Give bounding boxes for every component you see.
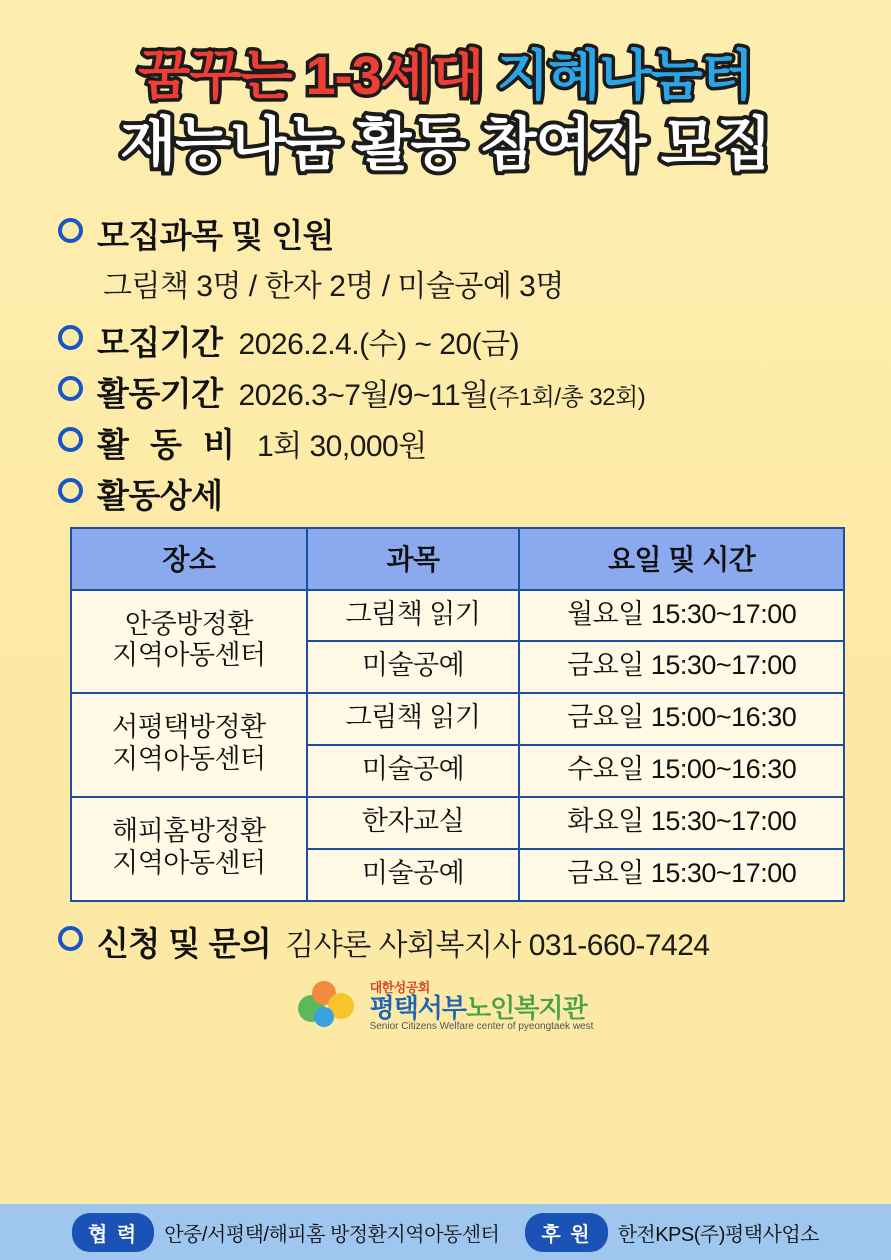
cell-subject: 미술공예 [307, 641, 520, 693]
fee-label: 활 동 비 [97, 425, 241, 463]
bullet-icon [58, 427, 83, 452]
info-list [0, 210, 891, 517]
organization-logo [0, 981, 891, 1033]
cell-place: 해피홈방정환 지역아동센터 [71, 797, 307, 901]
partner-pill: 협 력 [72, 1213, 154, 1252]
info-row-fee [58, 419, 845, 466]
poster-title-line-2: 재능나눔 활동 참여자 모집 [120, 111, 771, 177]
schedule-table [70, 527, 845, 902]
flower-logo-icon [298, 981, 360, 1033]
info-row-activity [58, 368, 845, 415]
header-time: 요일 및 시간 [519, 528, 844, 590]
logo-main-green: 노인복지관 [466, 992, 587, 1023]
fee-value: 1회 30,000원 [256, 429, 427, 463]
detail-label: 활동상세 [97, 476, 223, 514]
bullet-icon [58, 376, 83, 401]
table-row [71, 797, 844, 849]
logo-main-blue: 평택서부 [369, 992, 467, 1023]
logo-top-text: 대한성공회 [369, 980, 430, 996]
contact-value: 김샤론 사회복지사 031-660-7424 [285, 928, 710, 962]
period-value: 2026.2.4.(수) ~ 20(금) [238, 327, 520, 361]
cell-time: 월요일 15:30~17:00 [519, 590, 844, 642]
bullet-icon [58, 218, 83, 243]
partner-text: 안중/서평택/해피홈 방정환지역아동센터 [164, 1223, 500, 1246]
info-row-detail [58, 470, 845, 517]
bullet-icon [58, 325, 83, 350]
cell-subject: 한자교실 [307, 797, 520, 849]
activity-value-note: (주1회/총 32회) [488, 383, 646, 411]
activity-value [239, 370, 646, 414]
sponsor-pill: 후 원 [525, 1213, 607, 1252]
activity-value-main: 2026.3~7월/9~11월 [238, 378, 489, 412]
sponsor-text: 한전KPS(주)평택사업소 [617, 1223, 819, 1246]
contact-row [0, 902, 891, 965]
cell-place: 안중방정환 지역아동센터 [71, 590, 307, 694]
table-row [71, 590, 844, 642]
schedule-table-wrapper [70, 527, 845, 902]
footer-bar [0, 1204, 891, 1260]
info-row-period [58, 317, 845, 364]
cell-subject: 그림책 읽기 [307, 590, 520, 642]
cell-subject: 그림책 읽기 [307, 693, 520, 745]
title-block [0, 0, 891, 176]
cell-time: 금요일 15:30~17:00 [519, 849, 844, 901]
info-row-subject [58, 210, 845, 257]
logo-text-block [370, 981, 594, 1032]
subject-label: 모집과목 및 인원 [97, 216, 334, 254]
title-part-blue: 지혜나눔터 [497, 46, 753, 106]
bullet-icon [58, 478, 83, 503]
logo-sub-text: Senior Citizens Welfare center of pyeongtaek west [369, 1020, 594, 1032]
cell-subject: 미술공예 [307, 849, 520, 901]
header-place: 장소 [71, 528, 307, 590]
schedule-table-body [71, 590, 844, 901]
period-label: 모집기간 [97, 323, 223, 361]
header-subject: 과목 [307, 528, 520, 590]
cell-subject: 미술공예 [307, 745, 520, 797]
bullet-icon [58, 926, 83, 951]
poster-title-line-1 [0, 48, 891, 105]
cell-time: 금요일 15:30~17:00 [519, 641, 844, 693]
activity-label: 활동기간 [97, 374, 223, 412]
cell-place: 서평택방정환 지역아동센터 [71, 693, 307, 797]
table-row [71, 693, 844, 745]
cell-time: 수요일 15:00~16:30 [519, 745, 844, 797]
cell-time: 화요일 15:30~17:00 [519, 797, 844, 849]
petal-blue-icon [314, 1007, 334, 1027]
title-part-red: 꿈꾸는 1-3세대 [138, 46, 498, 106]
cell-time: 금요일 15:00~16:30 [519, 693, 844, 745]
subject-value: 그림책 3명 / 한자 2명 / 미술공예 3명 [103, 269, 564, 303]
contact-label: 신청 및 문의 [97, 924, 272, 962]
table-header-row [71, 528, 844, 590]
logo-main-text [369, 992, 594, 1023]
